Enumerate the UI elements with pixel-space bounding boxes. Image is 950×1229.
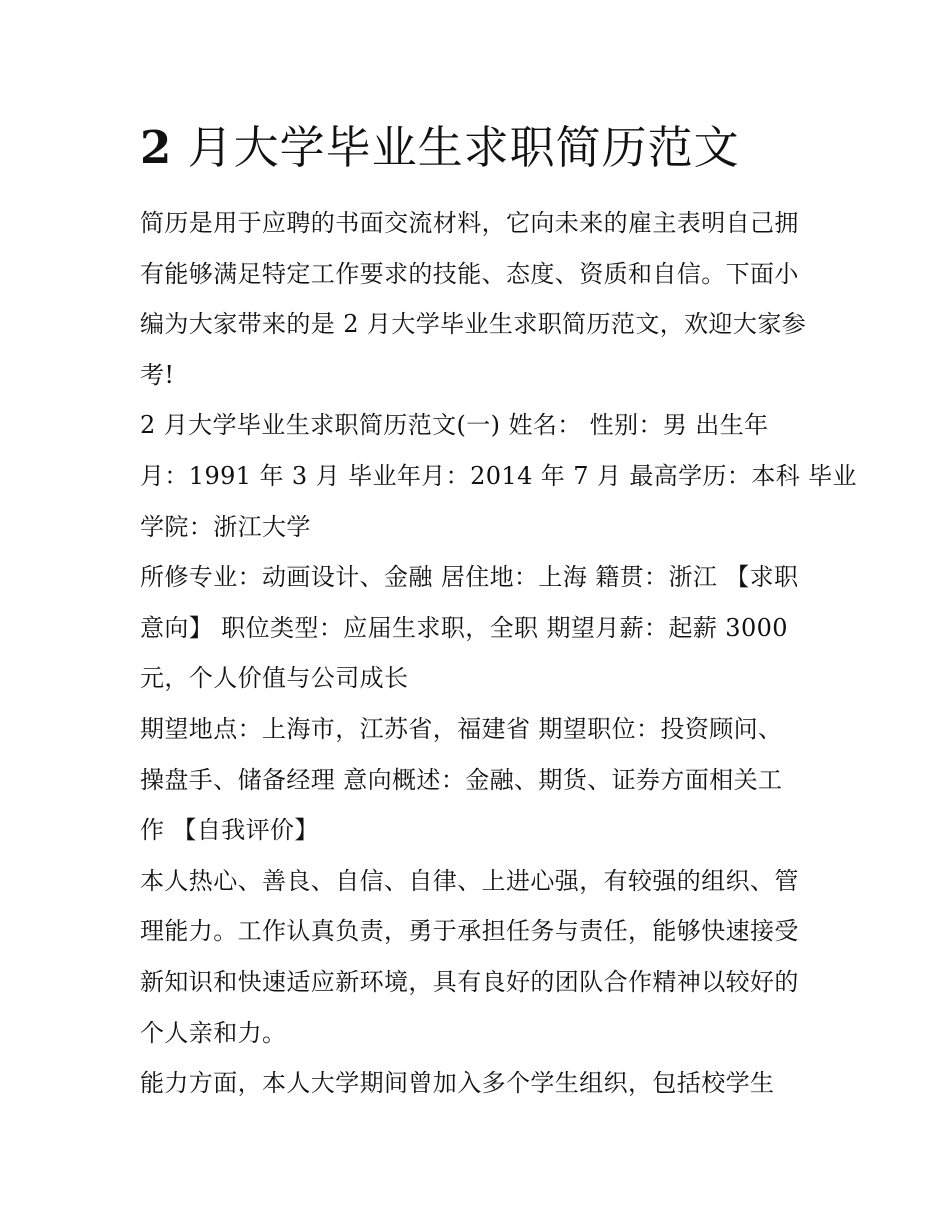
body-line: 期望地点：上海市，江苏省，福建省 期望职位：投资顾问、 [140,714,783,743]
body-line: 有能够满足特定工作要求的技能、态度、资质和自信。下面小 [140,259,799,288]
body-line: 新知识和快速适应新环境，具有良好的团队合作精神以较好的 [140,967,799,996]
body-line: 月：1991 年 3 月 毕业年月：2014 年 7 月 最高学历：本科 毕业 [140,461,857,490]
body-line: 考! [140,360,175,389]
body-line: 元，个人价值与公司成长 [140,664,409,693]
body-line: 2 月大学毕业生求职简历范文(一) 姓名： 性别：男 出生年 [140,411,769,440]
body-line: 作 【自我评价】 [140,816,319,845]
body-line: 本人热心、善良、自信、自律、上进心强，有较强的组织、管 [140,866,799,895]
page-title [140,118,840,178]
body-line: 能力方面，本人大学期间曾加入多个学生组织，包括校学生 [140,1069,775,1098]
body-line: 简历是用于应聘的书面交流材料，它向未来的雇主表明自己拥 [140,209,799,237]
body-line: 学院：浙江大学 [140,512,311,541]
title-text: 月大学毕业生求职简历范文 [172,121,740,174]
document-body [140,198,857,1109]
body-line: 操盘手、储备经理 意向概述：金融、期货、证券方面相关工 [140,765,783,794]
body-line: 理能力。工作认真负责，勇于承担任务与责任，能够快速接受 [140,917,799,946]
body-line: 意向】 职位类型：应届生求职，全职 期望月薪：起薪 3000 [140,613,788,642]
body-line: 所修专业：动画设计、金融 居住地：上海 籍贯：浙江 【求职 [140,563,799,592]
body-line: 个人亲和力。 [140,1018,287,1047]
title-number: 2 [140,121,173,174]
body-line: 编为大家带来的是 2 月大学毕业生求职简历范文，欢迎大家参 [140,310,807,339]
